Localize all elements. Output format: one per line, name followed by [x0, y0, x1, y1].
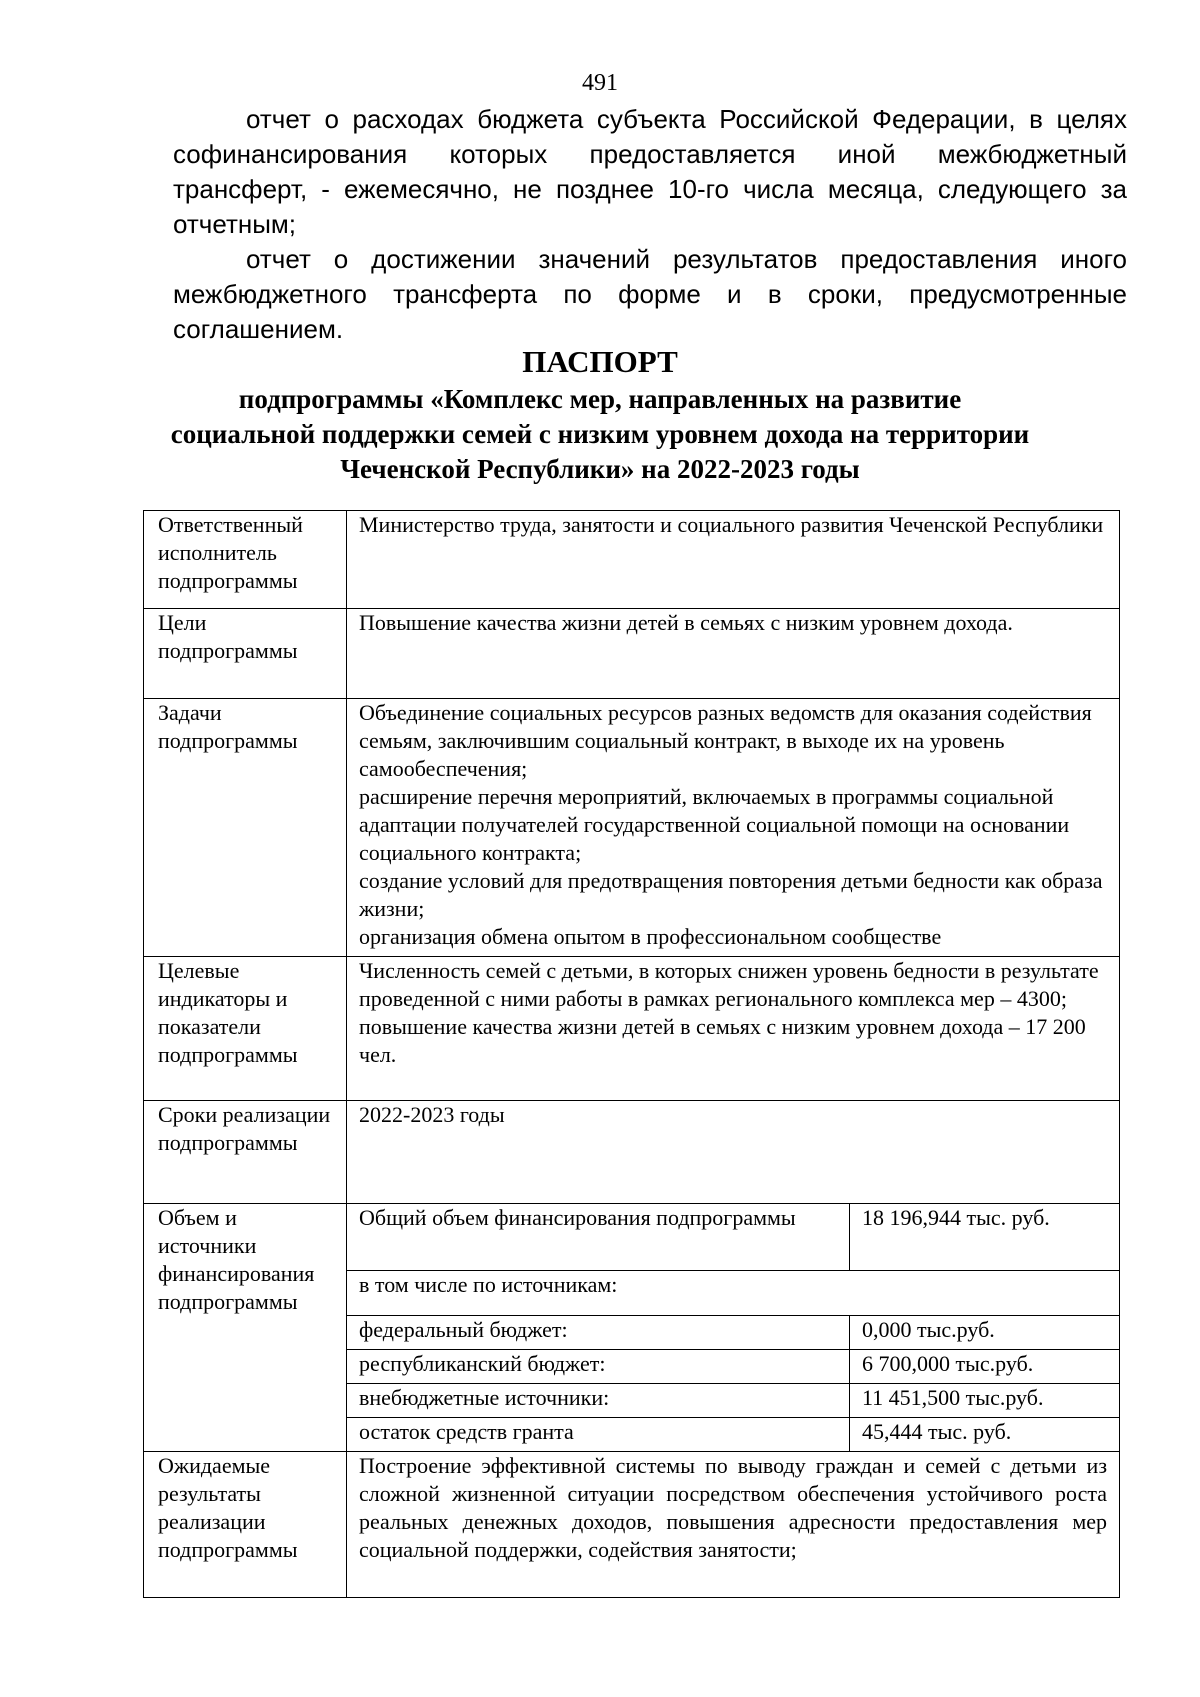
tasks-label: Задачи подпрограммы — [144, 699, 347, 957]
row-goals — [144, 609, 1120, 699]
row-timeline — [144, 1101, 1120, 1204]
indicators-label: Целевые индикаторы и показатели подпрограммы — [144, 957, 347, 1101]
goals-value: Повышение качества жизни детей в семьях с низким уровнем дохода. — [347, 609, 1120, 699]
task-item: создание условий для предотвращения повторения детьми бедности как образа жизни; — [359, 868, 1103, 921]
funding-source-value: 45,444 тыс. руб. — [850, 1418, 1120, 1452]
timeline-label: Сроки реализации подпрограммы — [144, 1101, 347, 1204]
expected-label: Ожидаемые результаты реализации подпрограммы — [144, 1452, 347, 1598]
expected-value: Построение эффективной системы по выводу граждан и семей с детьми из сложной жизненной ситуации посредством обеспечения устойчивого роста реальных денежных доходов, повышения адресности предоставления мер социальной поддержки, содействия занятости; — [347, 1452, 1120, 1598]
row-expected — [144, 1452, 1120, 1598]
funding-source-value: 11 451,500 тыс.руб. — [850, 1384, 1120, 1418]
task-item: организация обмена опытом в профессиональном сообществе — [359, 924, 942, 949]
funding-total-label: Общий объем финансирования подпрограммы — [347, 1204, 850, 1271]
passport-subtitle: подпрограммы «Комплекс мер, направленных на развитие социальной поддержки семей с низким уровнем дохода на территории Чеченской Республики» на 2022-2023 годы — [170, 384, 1030, 484]
intro-paragraph-2: отчет о достижении значений результатов предоставления иного межбюджетного трансферта по форме и в сроки, предусмотренные соглашением. — [173, 244, 1127, 344]
row-indicators — [144, 957, 1120, 1101]
responsible-label: Ответственный исполнитель подпрограммы — [144, 511, 347, 609]
timeline-value: 2022-2023 годы — [347, 1101, 1120, 1204]
row-tasks — [144, 699, 1120, 957]
goals-label: Цели подпрограммы — [144, 609, 347, 699]
passport-title: ПАСПОРТ — [522, 344, 678, 379]
funding-source-label: остаток средств гранта — [347, 1418, 850, 1452]
intro-text — [173, 102, 1127, 347]
intro-paragraph-1: отчет о расходах бюджета субъекта Российской Федерации, в целях софинансирования которых предоставляется иной межбюджетный трансферт, - ежемесячно, не позднее 10-го числа месяца, следующего за отчетным; — [173, 104, 1127, 239]
funding-sources-heading: в том числе по источникам: — [347, 1271, 1120, 1316]
indicators-value — [347, 957, 1120, 1101]
task-item: расширение перечня мероприятий, включаемых в программы социальной адаптации получателей государственной социальной помощи на основании социального контракта; — [359, 784, 1070, 865]
page-number: 491 — [582, 70, 618, 96]
indicator-item: Численность семей с детьми, в которых снижен уровень бедности в результате проведенной с ними работы в рамках регионального комплекса мер – 4300; — [359, 958, 1099, 1011]
funding-label: Объем и источники финансирования подпрограммы — [144, 1204, 347, 1452]
funding-source-label: федеральный бюджет: — [347, 1316, 850, 1350]
funding-source-label: внебюджетные источники: — [347, 1384, 850, 1418]
row-funding-total — [144, 1204, 1120, 1271]
responsible-value: Министерство труда, занятости и социального развития Чеченской Республики — [347, 511, 1120, 609]
task-item: Объединение социальных ресурсов разных ведомств для оказания содействия семьям, заключившим социальный контракт, в выходе их на уровень самообеспечения; — [359, 700, 1092, 781]
row-responsible — [144, 511, 1120, 609]
funding-total-value: 18 196,944 тыс. руб. — [850, 1204, 1120, 1271]
funding-source-value: 0,000 тыс.руб. — [850, 1316, 1120, 1350]
funding-source-value: 6 700,000 тыс.руб. — [850, 1350, 1120, 1384]
tasks-value — [347, 699, 1120, 957]
indicator-item: повышение качества жизни детей в семьях с низким уровнем дохода – 17 200 чел. — [359, 1014, 1086, 1067]
funding-source-label: республиканский бюджет: — [347, 1350, 850, 1384]
passport-table — [143, 510, 1120, 1598]
